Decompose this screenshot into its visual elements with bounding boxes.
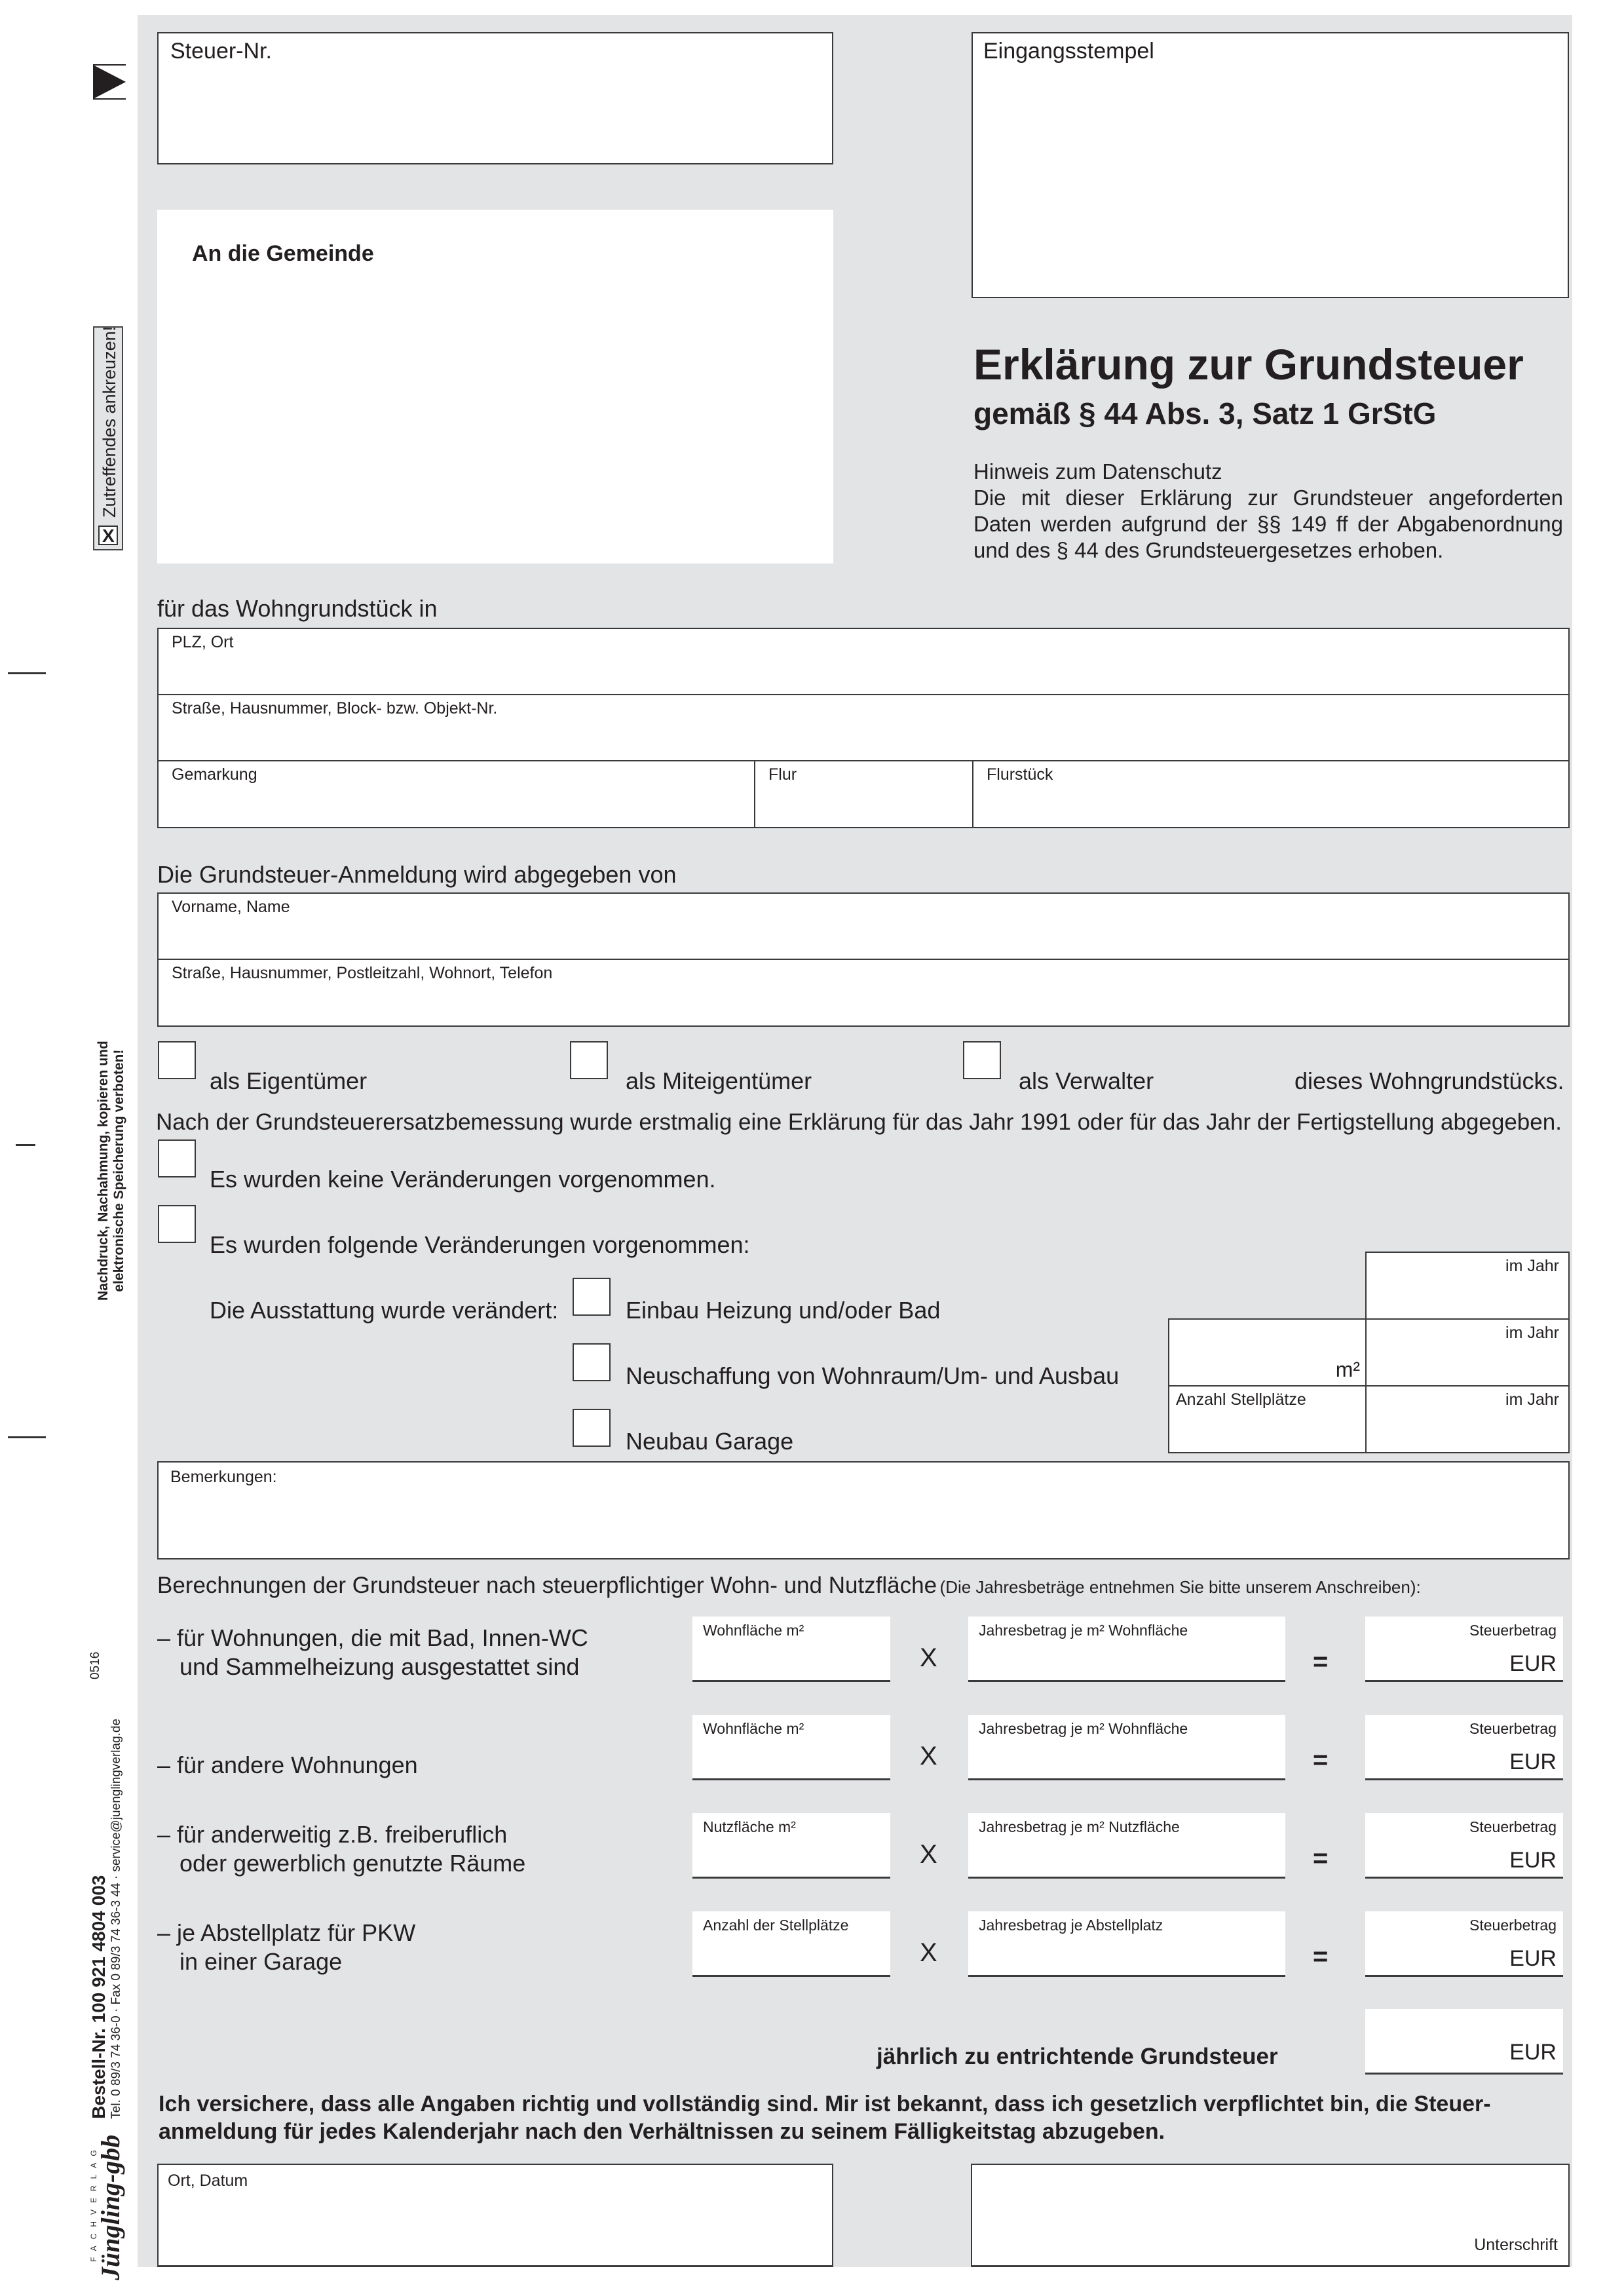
filer-heading: Die Grundsteuer-Anmeldung wird abgegeben von (157, 861, 677, 888)
calc-row-2-rate-field[interactable]: Jahresbetrag je m² Wohnfläche (968, 1715, 1285, 1780)
role-co-owner-label: als Miteigentümer (626, 1067, 812, 1094)
equals-icon: = (1313, 1942, 1329, 1971)
total-tax-field[interactable]: EUR (1365, 2009, 1563, 2075)
form-subtitle: gemäß § 44 Abs. 3, Satz 1 GrStG (973, 396, 1437, 430)
calc-row-2-result-field[interactable]: Steuerbetrag EUR (1365, 1715, 1563, 1780)
role-owner-checkbox[interactable] (158, 1041, 196, 1079)
publisher-contact: Tel. 0 89/3 74 36-0 · Fax 0 89/3 74 36-3 44 · service@juenglingverlag.de (109, 1718, 124, 2119)
hint-box (93, 326, 123, 550)
calc-row-1-result-field[interactable]: Steuerbetrag EUR (1365, 1617, 1563, 1682)
municipality-address-field[interactable]: An die Gemeinde (157, 210, 833, 564)
calc-row-3-result-field[interactable]: Steuerbetrag EUR (1365, 1813, 1563, 1879)
order-number: Bestell-Nr. 100 921 4804 003 (88, 1875, 109, 2119)
triangle-right-marker-icon (92, 64, 128, 100)
multiply-icon: X (920, 1742, 937, 1770)
role-owner-label: als Eigentümer (210, 1067, 368, 1094)
changes-intro: Nach der Grundsteuerersatzbemessung wurde erstmalig eine Erklärung für das Jahr 1991 oder für das Jahr der Fertigstellung abgegeben. (156, 1109, 1562, 1135)
form-title: Erklärung zur Grundsteuer (973, 340, 1524, 389)
property-heading: für das Wohngrundstück in (157, 595, 438, 622)
fold-mark-center (16, 1144, 35, 1146)
declaration-text: Ich versichere, dass alle Angaben richtig und vollständig sind. Mir ist bekannt, dass ich gesetzlich verpflichtet bin, die Steuer- anmeldung für jedes Kalenderjahr nach den Verhältnissen zu seinem Fälligkeitstag abzugeben. (159, 2092, 1491, 2144)
gemarkung-field[interactable]: Gemarkung (157, 760, 755, 828)
calc-row-4-rate-field[interactable]: Jahresbetrag je Abstellplatz (968, 1911, 1285, 1977)
new-garage-checkbox[interactable] (573, 1409, 611, 1447)
heating-bath-checkbox[interactable] (573, 1278, 611, 1316)
new-garage-year-field[interactable]: im Jahr (1365, 1385, 1570, 1453)
role-administrator-label: als Verwalter (1019, 1067, 1154, 1094)
calc-row-2-description: – für andere Wohnungen (157, 1751, 418, 1778)
total-label: jährlich zu entrichtende Grundsteuer (877, 2044, 1278, 2069)
roles-suffix: dieses Wohngrundstücks. (1294, 1067, 1564, 1094)
calc-row-4-description: – je Abstellplatz für PKW in einer Garage (157, 1919, 416, 1975)
publisher-logo: FACHVERLAG Jüngling-gbb (89, 2134, 126, 2280)
equals-icon: = (1313, 1647, 1329, 1676)
flur-field[interactable]: Flur (754, 760, 973, 828)
calculation-heading: Berechnungen der Grundsteuer nach steuerpflichtiger Wohn- und Nutzfläche (Die Jahresbeträge entnehmen Sie bitte unserem Anschreiben): (157, 1573, 1421, 1598)
multiply-icon: X (920, 1840, 937, 1869)
heating-bath-year-field[interactable]: im Jahr (1365, 1252, 1570, 1320)
publisher-info (88, 1652, 124, 2280)
no-changes-label: Es wurden keine Veränderungen vorgenommen. (210, 1166, 716, 1193)
equals-icon: = (1313, 1844, 1329, 1873)
receipt-stamp-field[interactable]: Eingangsstempel (972, 32, 1569, 298)
equals-icon: = (1313, 1746, 1329, 1774)
calc-row-1-quantity-field[interactable]: Wohnfläche m² (692, 1617, 890, 1682)
new-living-space-label: Neuschaffung von Wohnraum/Um- und Ausbau (626, 1362, 1120, 1389)
signature-field[interactable]: Unterschrift (971, 2164, 1570, 2267)
changes-made-checkbox[interactable] (158, 1205, 196, 1243)
multiply-icon: X (920, 1938, 937, 1967)
calc-row-3-description: – für anderweitig z.B. freiberuflich oder gewerblich genutzte Räume (157, 1821, 526, 1877)
remarks-field[interactable]: Bemerkungen: (157, 1461, 1570, 1559)
calc-row-1-description: – für Wohnungen, die mit Bad, Innen-WC und Sammelheizung ausgestattet sind (157, 1624, 588, 1680)
no-changes-checkbox[interactable] (158, 1139, 196, 1177)
privacy-notice: Hinweis zum Datenschutz Die mit dieser Erklärung zur Grundsteuer angeforderten Daten werden aufgrund der §§ 149 ff der Abgabenordnung und des § 44 des Grundsteuergesetzes erhoben. (973, 459, 1563, 562)
filer-name-field[interactable]: Vorname, Name (157, 892, 1570, 961)
fold-mark-top (8, 672, 46, 674)
filer-address-field[interactable]: Straße, Hausnummer, Postleitzahl, Wohnort, Telefon (157, 959, 1570, 1027)
calc-row-4-quantity-field[interactable]: Anzahl der Stellplätze (692, 1911, 890, 1977)
tax-number-field[interactable]: Steuer-Nr. (157, 32, 833, 164)
calc-row-2-quantity-field[interactable]: Wohnfläche m² (692, 1715, 890, 1780)
role-co-owner-checkbox[interactable] (570, 1041, 608, 1079)
heating-bath-label: Einbau Heizung und/oder Bad (626, 1297, 941, 1324)
new-living-space-checkbox[interactable] (573, 1343, 611, 1381)
form-version: 0516 (88, 1651, 102, 1679)
checked-box-icon: X (98, 526, 118, 545)
calc-row-4-result-field[interactable]: Steuerbetrag EUR (1365, 1911, 1563, 1977)
calc-row-3-rate-field[interactable]: Jahresbetrag je m² Nutzfläche (968, 1813, 1285, 1879)
fold-mark-bottom (8, 1436, 46, 1438)
calc-row-3-quantity-field[interactable]: Nutzfläche m² (692, 1813, 890, 1879)
copyright-notice: Nachdruck, Nachahmung, kopieren und elektronische Speicherung verboten! (96, 1041, 126, 1301)
new-living-space-year-field[interactable]: im Jahr (1365, 1318, 1570, 1387)
calc-row-1-rate-field[interactable]: Jahresbetrag je m² Wohnfläche (968, 1617, 1285, 1682)
hint-text: Zutreffendes ankreuzen! (100, 326, 119, 518)
new-living-space-area-field[interactable]: m² (1168, 1318, 1367, 1387)
parking-count-field[interactable]: Anzahl Stellplätze (1168, 1385, 1367, 1453)
property-street-field[interactable]: Straße, Hausnummer, Block- bzw. Objekt-Nr. (157, 694, 1570, 762)
plz-ort-field[interactable]: PLZ, Ort (157, 628, 1570, 696)
multiply-icon: X (920, 1643, 937, 1672)
flurstueck-field[interactable]: Flurstück (972, 760, 1570, 828)
equipment-label: Die Ausstattung wurde verändert: (210, 1297, 559, 1324)
changes-made-label: Es wurden folgende Veränderungen vorgenommen: (210, 1231, 750, 1258)
place-date-field[interactable]: Ort, Datum (157, 2164, 833, 2267)
role-administrator-checkbox[interactable] (963, 1041, 1001, 1079)
new-garage-label: Neubau Garage (626, 1428, 794, 1455)
